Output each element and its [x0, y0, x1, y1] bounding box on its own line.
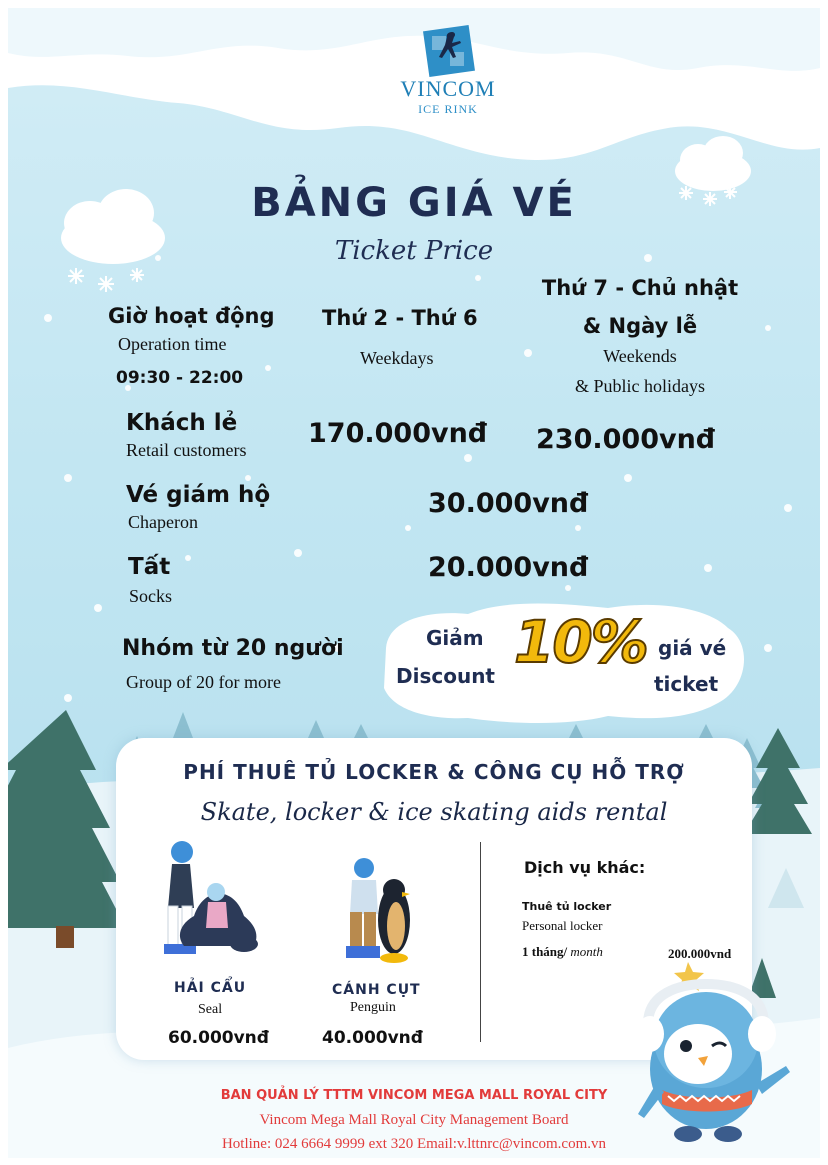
penguin-name: CÁNH CỤT	[332, 982, 421, 998]
discount-vi: Giảm	[426, 626, 484, 650]
group-heading: Nhóm từ 20 người	[122, 636, 344, 661]
locker-period	[522, 944, 603, 960]
retail-heading: Khách lẻ	[126, 410, 238, 436]
weekend-heading-line2: & Ngày lễ	[582, 314, 698, 338]
socks-label: Socks	[129, 586, 173, 606]
seal-skating-aid-icon	[154, 836, 264, 966]
vincom-ice-rink-logo-icon	[422, 22, 478, 78]
panel-divider	[480, 842, 481, 1042]
page-title: BẢNG GIÁ VÉ	[251, 180, 577, 226]
penguin-label: Penguin	[350, 1000, 396, 1015]
operation-time-label: Operation time	[118, 334, 227, 354]
retail-label: Retail customers	[126, 440, 247, 460]
weekday-heading: Thứ 2 - Thứ 6	[322, 306, 478, 330]
footer-board-vi: BAN QUẢN LÝ TTTM VINCOM MEGA MALL ROYAL CITY	[220, 1088, 608, 1103]
locker-period-en: month	[570, 944, 603, 959]
page-subtitle: Ticket Price	[334, 236, 494, 266]
discount-tail-en: ticket	[654, 672, 719, 696]
weekday-label: Weekdays	[360, 348, 434, 368]
socks-price: 20.000vnđ	[428, 552, 589, 583]
locker-heading: Thuê tủ locker	[522, 900, 612, 913]
weekend-heading-line1: Thứ 7 - Chủ nhật	[541, 276, 739, 300]
locker-price: 200.000vnd	[668, 946, 732, 961]
socks-heading: Tất	[128, 554, 171, 580]
operation-time-value: 09:30 - 22:00	[116, 368, 244, 388]
penguin-skating-aid-icon	[338, 856, 418, 968]
locker-period-vi: 1 tháng/	[522, 944, 568, 959]
seal-name: HẢI CẨU	[174, 980, 247, 996]
group-label: Group of 20 for more	[126, 672, 281, 692]
retail-weekend-price: 230.000vnđ	[536, 424, 716, 455]
rental-subtitle: Skate, locker & ice skating aids rental	[200, 798, 668, 826]
footer-board-en: Vincom Mega Mall Royal City Management Board	[259, 1112, 569, 1128]
seal-price: 60.000vnđ	[168, 1028, 269, 1048]
logo-brand-name: VINCOM	[400, 76, 496, 101]
weekend-label-line1: Weekends	[603, 346, 677, 366]
poster	[8, 8, 820, 1158]
discount-percent: 10%	[514, 608, 647, 676]
discount-en: Discount	[396, 664, 495, 688]
weekend-label-line2: & Public holidays	[575, 376, 705, 396]
rental-title: PHÍ THUÊ TỦ LOCKER & CÔNG CỤ HỖ TRỢ	[183, 760, 685, 784]
chaperon-heading: Vé giám hộ	[126, 482, 271, 508]
seal-label: Seal	[198, 1002, 223, 1017]
locker-label: Personal locker	[522, 918, 603, 933]
logo-brand-sub: ICE RINK	[418, 102, 478, 116]
other-services-heading: Dịch vụ khác:	[524, 858, 646, 877]
discount-tail-vi: giá vé	[658, 636, 727, 660]
penguin-price: 40.000vnđ	[322, 1028, 423, 1048]
footer-contact: Hotline: 024 6664 9999 ext 320 Email:v.lttnrc@vincom.com.vn	[221, 1136, 607, 1152]
chaperon-label: Chaperon	[128, 512, 198, 532]
operation-time-heading: Giờ hoạt động	[108, 304, 275, 328]
retail-weekday-price: 170.000vnđ	[308, 418, 488, 449]
chaperon-price: 30.000vnđ	[428, 488, 589, 519]
